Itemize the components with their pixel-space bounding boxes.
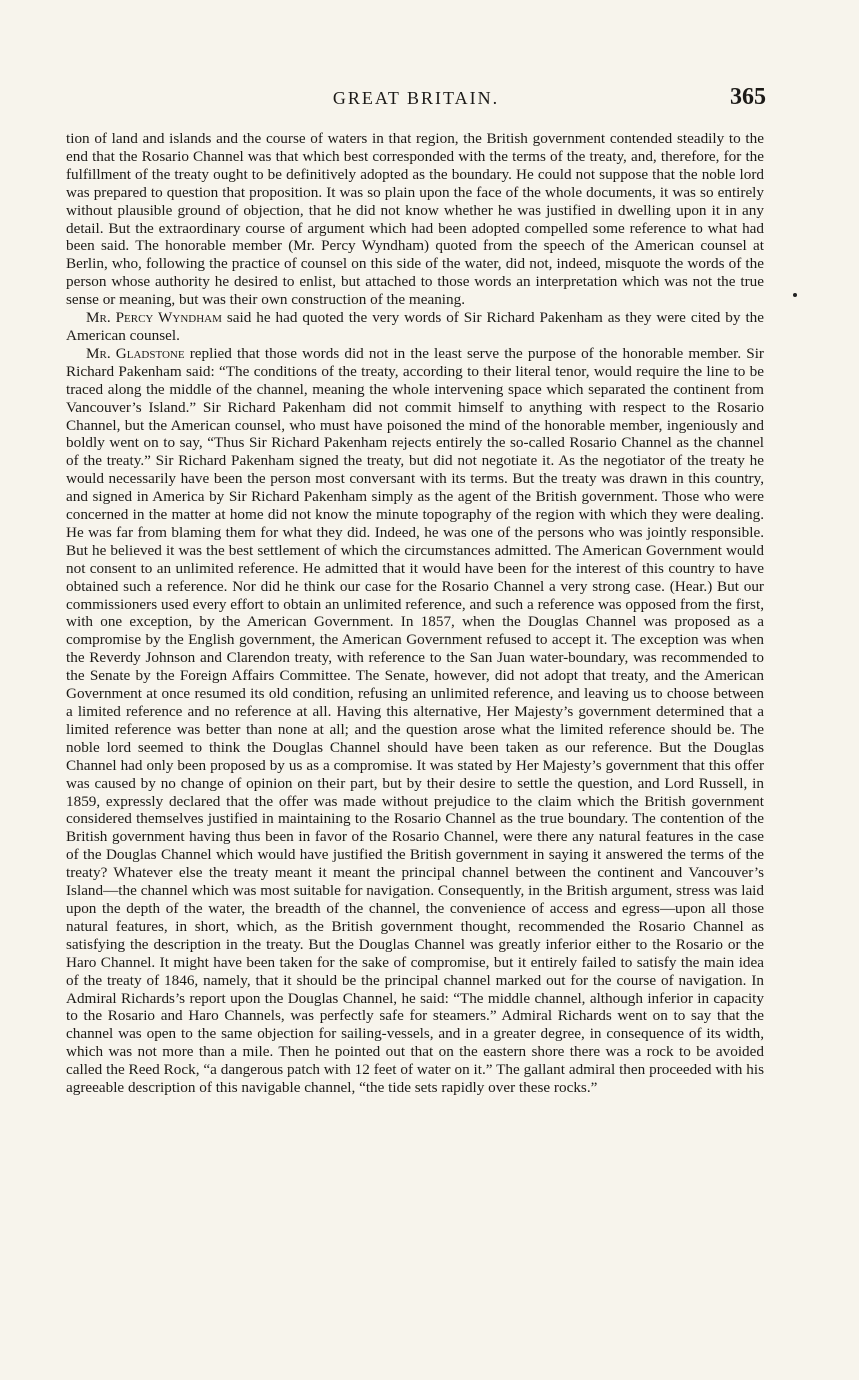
paragraph-continuation <box>66 130 764 309</box>
running-title: GREAT BRITAIN. <box>332 88 500 108</box>
paragraph-text: replied that those words did not in the least serve the purpose of the honorable member. Sir Richard Pakenham said: “The conditions of the treaty, according to their literal tenor, would require the line to be traced along the middle of the channel, meaning the whole intervening space which separated the continent from Vancouver’s Island.” Sir Richard Pakenham did not commit himself to anything with respect to the Rosario Channel, but the American counsel, who must have poisoned the mind of the honorable member, ingeniously and boldly went on to say, “Thus Sir Richard Pakenham rejects entirely the so-called Rosario Channel as the channel of the treaty.” Sir Richard Pakenham signed the treaty, but did not negotiate it. As the negotiator of the treaty he would necessarily have been the person most conversant with its terms. But the treaty was drawn in this country, and signed in America by Sir Richard Pakenham simply as the agent of the British government. Those who were concerned in the matter at home did not know the minute topography of the region with which they were dealing. He was far from blaming them for what they did. Indeed, he was one of the persons who was jointly responsible. But he believed it was the best settlement of which the circumstances admitted. The American Government would not consent to an unlimited reference. He admitted that it would have been for the interest of this country to have obtained such a reference. Nor did he think our case for the Rosario Channel a very strong case. (Hear.) But our commissioners used every effort to obtain an unlimited reference, and such a reference was opposed from the first, with one exception, by the American Government. In 1857, when the Douglas Channel was proposed as a compromise by the English government, the American Government refused to accept it. The exception was when the Reverdy Johnson and Clarendon treaty, with reference to the San Juan water-boundary, was recommended to the Senate by the Foreign Affairs Committee. The Senate, however, did not adopt that treaty, and the American Government at once resumed its old condition, refusing an unlimited reference, and leaving us to choose between a limited reference and no reference at all. Having this alternative, Her Majesty’s government determined that a limited reference was better than none at all; and the question arose what the limited reference should be. The noble lord seemed to think the Douglas Channel should have been taken as our reference. But the Douglas Channel had only been proposed by us as a compromise. It was stated by Her Majesty’s government that this offer was caused by no change of opinion on their part, but by their desire to settle the question, and Lord Russell, in 1859, expressly declared that the offer was made without prejudice to the claim which the British government considered themselves justified in maintaining to the Rosario Channel as the true boundary. The contention of the British government having thus been in favor of the Rosario Channel, were there any natural features in the case of the Douglas Channel which would have justified the British government in saying it answered the terms of the treaty? Whatever else the treaty meant it meant the principal channel between the continent and Vancouver’s Island—the channel which was most suitable for navigation. Consequently, in the British argument, stress was laid upon the depth of the water, the breadth of the channel, the convenience of access and egress—upon all those natural features, in short, which, as the British government thought, recommended the Rosario Channel as satisfying the description in the treaty. But the Douglas Channel was greatly inferior either to the Rosario or the Haro Channel. It might have been taken for the sake of compromise, but it entirely failed to satisfy the main idea of the treaty of 1846, namely, that it should be the principal channel marked out for the course of navigation. In Admiral Richards’s report upon the Douglas Channel, he said: “The middle channel, although inferior in capacity to the Rosario and Haro Channels, was perfectly safe for steamers.” Admiral Richards went on to say that the channel was open to the same objection for sailing-vessels, and in a greater degree, in consequence of its width, which was not more than a mile. Then he pointed out that on the eastern shore there was a rock to be avoided called the Reed Rock, “a dangerous patch with 12 feet of water on it.” The gallant admiral then proceeded with his agreeable description of this navigable channel, “the tide sets rapidly over these rocks.” <box>66 344 764 1097</box>
speaker-name: Mr. Percy Wyndham <box>86 309 222 327</box>
page-number: 365 <box>730 84 766 110</box>
speaker-name: Mr. Gladstone <box>86 344 185 362</box>
paragraph-gladstone <box>66 345 764 1097</box>
page-header <box>66 84 766 114</box>
paragraph-text: tion of land and islands and the course of waters in that region, the British government contended steadily to the end that the Rosario Channel was that which best corresponded with the terms of the treaty, and, therefore, for the fulfillment of the treaty ought to be definitively adopted as the boundary. He could not suppose that the noble lord was prepared to question that proposition. It was so plain upon the face of the whole documents, it was so entirely without plausible ground of objection, that he did not know whether he was justified in dwelling upon it in any detail. But the extraordinary course of argument which had been adopted compelled some reference to what had been said. The honorable member (Mr. Percy Wyndham) quoted from the speech of the American counsel at Berlin, who, following the practice of counsel on this side of the water, did not, indeed, misquote the words of the person whose authority he desired to enlist, but attached to those words an interpretation which was not the true sense or meaning, but was their own construction of the meaning. <box>66 130 764 309</box>
stray-ink-mark <box>793 293 797 297</box>
body-text <box>66 130 764 1097</box>
paragraph-wyndham <box>66 309 764 345</box>
paragraph-text: said he had quoted the very words of Sir Richard Pakenham as they were cited by the American counsel. <box>66 309 765 344</box>
